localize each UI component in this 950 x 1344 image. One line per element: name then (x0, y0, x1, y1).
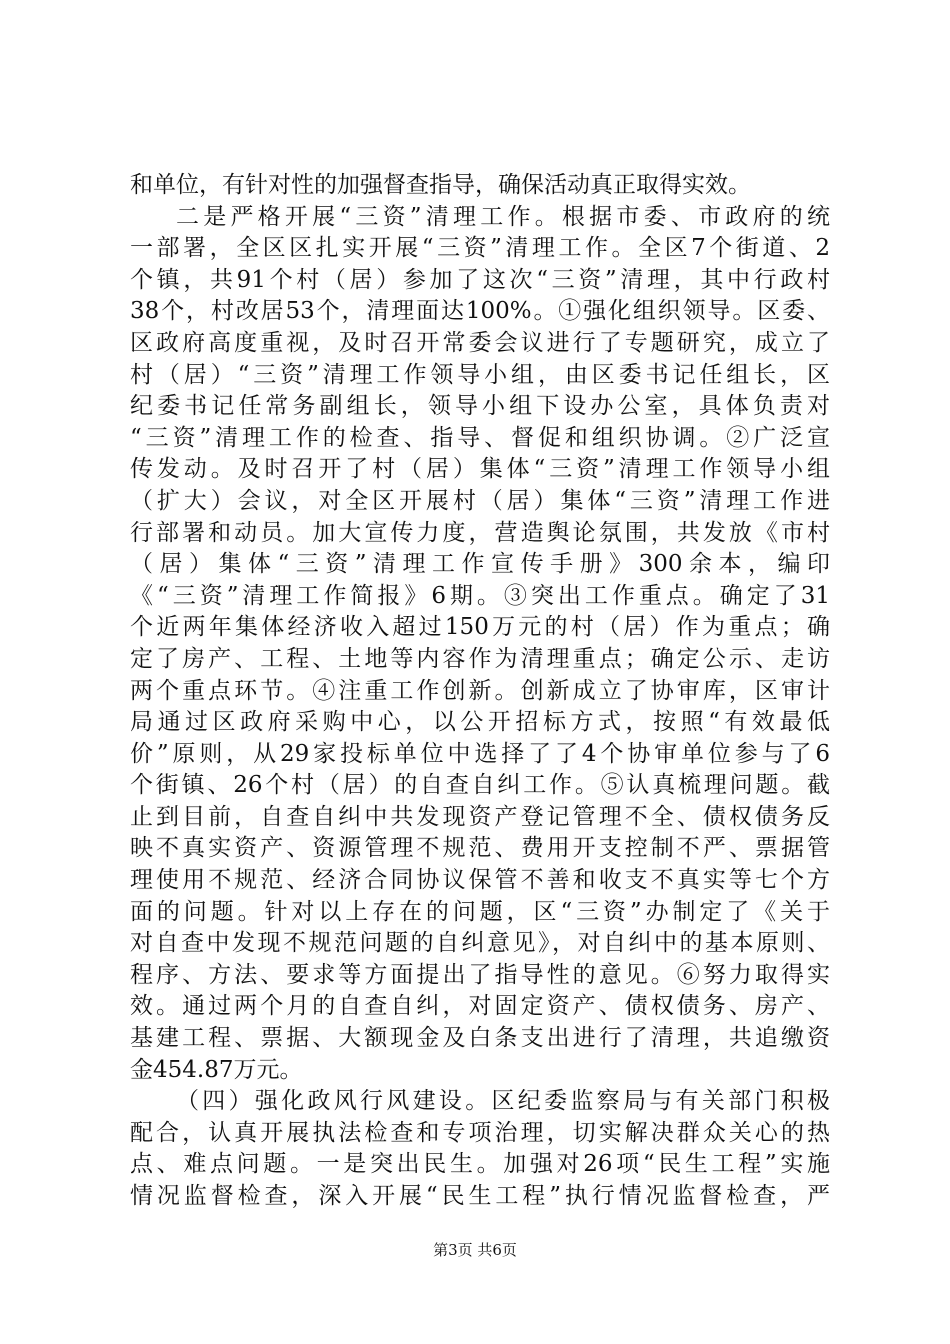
text-line: 二是严格开展“三资”清理工作。根据市委、市政府的统 (176, 203, 830, 230)
text-line: 个镇，共91个村（居）参加了这次“三资”清理，其中行政村 (130, 266, 830, 293)
text-line: 两个重点环节。④注重工作创新。创新成立了协审库，区审计 (130, 677, 830, 704)
text-line: （扩大）会议，对全区开展村（居）集体“三资”清理工作进 (130, 487, 830, 514)
text-line: （居）集体“三资”清理工作宣传手册》300余本，编印 (130, 551, 830, 578)
text-line: 金454.87万元。 (130, 1056, 303, 1083)
text-line: 《“三资”清理工作简报》6期。③突出工作重点。确定了31 (130, 582, 830, 609)
text-line: 38个，村改居53个，清理面达100%。①强化组织领导。区委、 (130, 298, 830, 325)
text-line: 纪委书记任常务副组长，领导小组下设办公室，具体负责对 (130, 393, 830, 420)
text-line: （四）强化政风行风建设。区纪委监察局与有关部门积极 (176, 1088, 830, 1115)
text-line: 村（居）“三资”清理工作领导小组，由区委书记任组长，区 (130, 361, 830, 388)
text-line: 传发动。及时召开了村（居）集体“三资”清理工作领导小组 (130, 456, 830, 483)
text-line: 情况监督检查，深入开展“民生工程”执行情况监督检查，严 (130, 1183, 830, 1209)
document-body (130, 170, 830, 1213)
page-number-footer: 第3页 共6页 (433, 1241, 517, 1259)
text-line: 区政府高度重视，及时召开常委会议进行了专题研究，成立了 (130, 329, 830, 356)
text-line: 一部署，全区区扎实开展“三资”清理工作。全区7个街道、2 (130, 235, 830, 262)
text-line: 止到目前，自查自纠中共发现资产登记管理不全、债权债务反 (130, 803, 830, 830)
text-line: 个近两年集体经济收入超过150万元的村（居）作为重点；确 (130, 614, 830, 641)
text-line: 行部署和动员。加大宣传力度，营造舆论氛围，共发放《市村 (130, 519, 830, 546)
text-line: 个街镇、26个村（居）的自查自纠工作。⑤认真梳理问题。截 (130, 772, 830, 799)
text-line: 局通过区政府采购中心，以公开招标方式，按照“有效最低 (130, 709, 830, 736)
text-line: 配合，认真开展执法检查和专项治理，切实解决群众关心的热 (130, 1119, 830, 1146)
text-line: 面的问题。针对以上存在的问题，区“三资”办制定了《关于 (130, 898, 830, 925)
text-line: 对自查中发现不规范问题的自纠意见》，对自纠中的基本原则、 (130, 930, 830, 957)
text-line: 定了房产、工程、土地等内容作为清理重点；确定公示、走访 (130, 645, 830, 672)
text-line: 程序、方法、要求等方面提出了指导性的意见。⑥努力取得实 (130, 961, 830, 988)
text-line: 映不真实资产、资源管理不规范、费用开支控制不严、票据管 (130, 835, 830, 862)
text-line: 和单位，有针对性的加强督查指导，确保活动真正取得实效。 (130, 172, 751, 198)
text-line: “三资”清理工作的检查、指导、督促和组织协调。②广泛宣 (130, 424, 830, 451)
text-line: 点、难点问题。一是突出民生。加强对26项“民生工程”实施 (130, 1151, 830, 1178)
text-line: 效。通过两个月的自查自纠，对固定资产、债权债务、房产、 (130, 993, 830, 1020)
text-line: 价”原则，从29家投标单位中选择了了4个协审单位参与了6 (130, 740, 830, 767)
text-line: 基建工程、票据、大额现金及白条支出进行了清理，共追缴资 (130, 1025, 830, 1052)
text-line: 理使用不规范、经济合同协议保管不善和收支不真实等七个方 (130, 867, 830, 894)
